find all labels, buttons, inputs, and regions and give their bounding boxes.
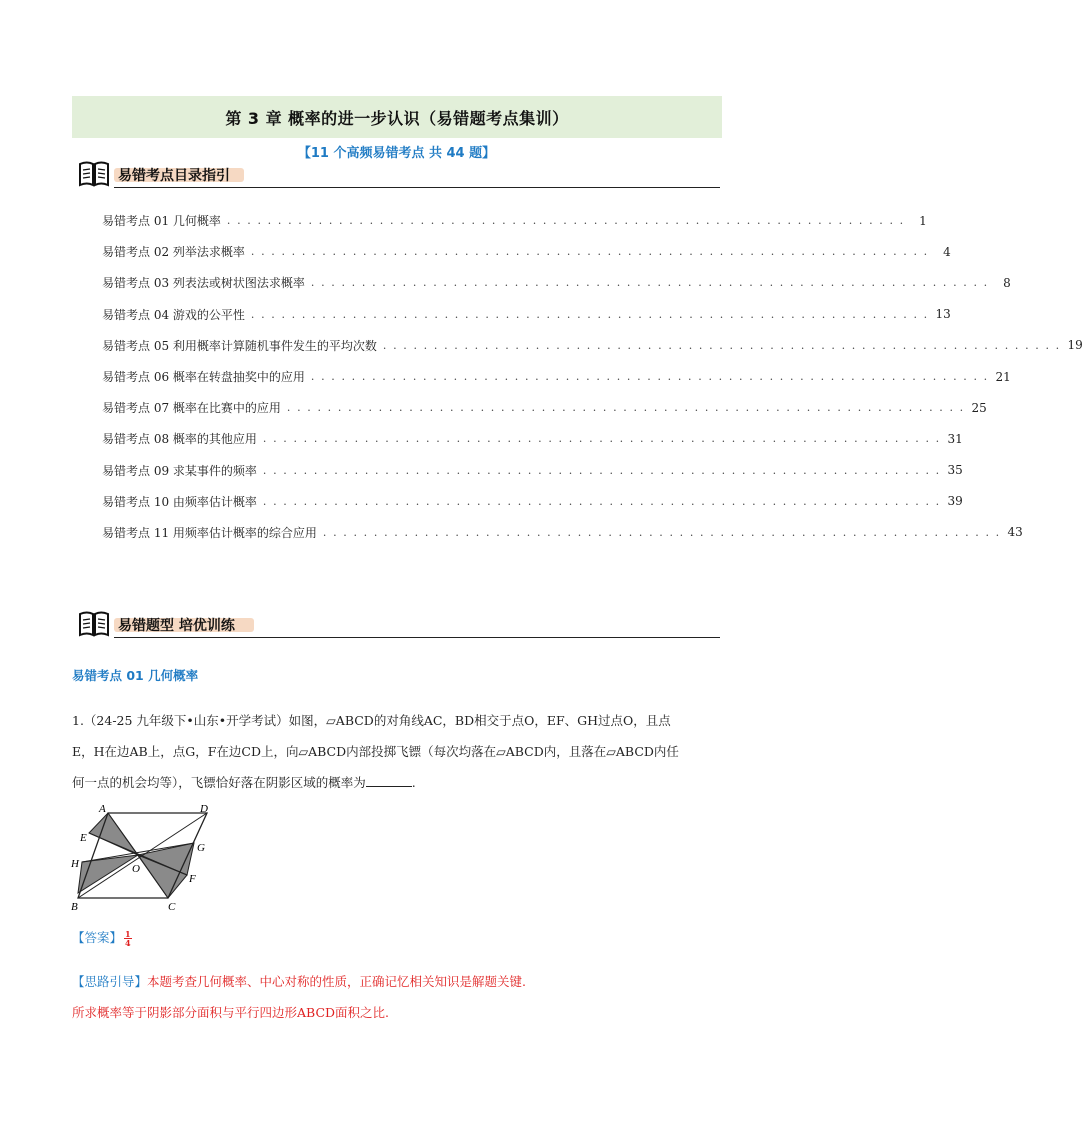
analysis-line: 所求概率等于阴影部分面积与平行四边形ABCD面积之比.: [72, 1005, 390, 1020]
practice-section-header: [78, 610, 720, 640]
toc-leader-dots: . . . . . . . . . . . . . . . . . . . . . . . . . . . . . . . . . . . . . . . . . . . . . . . . . . . . . . . . . . . . . . . . . . .: [286, 401, 965, 415]
toc-entry-label: 易错考点 05 利用概率计算随机事件发生的平均次数: [102, 338, 377, 353]
toc-entry-page: 8: [1003, 275, 1011, 290]
page-title: 第 3 章 概率的进一步认识（易错题考点集训）: [225, 108, 569, 128]
answer-tag: 【答案】: [72, 930, 123, 945]
toc-entry[interactable]: [102, 392, 987, 423]
parallelogram-figure: [66, 800, 216, 915]
toc-entry[interactable]: [102, 455, 963, 486]
point-label-C: C: [168, 901, 176, 913]
page-subtitle: 【11 个高频易错考点 共 44 题】: [297, 146, 496, 161]
toc-leader-dots: . . . . . . . . . . . . . . . . . . . . . . . . . . . . . . . . . . . . . . . . . . . . . . . . . . . . . . . . . . . . . . . . . . .: [250, 245, 929, 259]
question-punct: .: [411, 775, 416, 790]
analysis-tag: 【思路引导】: [72, 974, 148, 989]
fraction-denominator: 4: [125, 938, 131, 948]
answer-line: [72, 928, 132, 947]
toc-entry[interactable]: [102, 517, 1023, 548]
toc-entry-page: 25: [971, 400, 987, 415]
question-line: E，H在边AB上，点G，F在边CD上，向▱ABCD内部投掷飞镖（每次均落在▱ABCD内，且落在▱ABCD内任: [72, 744, 679, 759]
toc-entry-label: 易错考点 04 游戏的公平性: [102, 307, 245, 322]
analysis-line: [72, 966, 722, 997]
point-label-D: D: [200, 803, 208, 815]
question-1: [72, 705, 722, 798]
point-label-E: E: [80, 832, 87, 844]
practice-heading: 易错题型 培优训练: [118, 618, 235, 634]
question-line: [72, 767, 722, 798]
toc-entry[interactable]: [102, 299, 951, 330]
toc-entry-label: 易错考点 02 列举法求概率: [102, 245, 245, 260]
toc-entry-label: 易错考点 09 求某事件的频率: [102, 463, 257, 478]
toc-entry[interactable]: [102, 486, 963, 517]
toc-leader-dots: . . . . . . . . . . . . . . . . . . . . . . . . . . . . . . . . . . . . . . . . . . . . . . . . . . . . . . . . . . . . . . . . . . .: [226, 214, 905, 228]
toc-leader-dots: . . . . . . . . . . . . . . . . . . . . . . . . . . . . . . . . . . . . . . . . . . . . . . . . . . . . . . . . . . . . . . . . . . .: [262, 463, 941, 477]
toc-entry-label: 易错考点 08 概率的其他应用: [102, 432, 257, 447]
toc-entry[interactable]: [102, 236, 951, 267]
toc-entry-page: 43: [1007, 525, 1023, 540]
point-label-O: O: [132, 863, 140, 875]
point-label-H: H: [71, 858, 79, 870]
shaded-triangle: [89, 813, 138, 855]
answer-blank: [366, 772, 412, 787]
toc-entry-page: 1: [919, 213, 927, 228]
point-label-A: A: [99, 803, 106, 815]
toc-entry-page: 39: [947, 494, 963, 509]
table-of-contents: [102, 205, 1083, 548]
toc-entry-page: 35: [947, 463, 963, 478]
toc-entry-label: 易错考点 11 用频率估计概率的综合应用: [102, 525, 317, 540]
toc-entry-label: 易错考点 07 概率在比赛中的应用: [102, 401, 281, 416]
point-label-F: F: [189, 873, 196, 885]
point-label-B: B: [71, 901, 78, 913]
question-line: 1.（24-25 九年级下•山东•开学考试）如图，▱ABCD的对角线AC，BD相交于点O，EF、GH过点O，且点: [72, 713, 671, 728]
toc-entry[interactable]: [102, 361, 1011, 392]
toc-leader-dots: . . . . . . . . . . . . . . . . . . . . . . . . . . . . . . . . . . . . . . . . . . . . . . . . . . . . . . . . . . . . . . . . . . .: [250, 307, 929, 321]
title-bar: [72, 96, 722, 138]
toc-entry-label: 易错考点 01 几何概率: [102, 214, 221, 229]
toc-leader-dots: . . . . . . . . . . . . . . . . . . . . . . . . . . . . . . . . . . . . . . . . . . . . . . . . . . . . . . . . . . . . . . . . . . .: [310, 370, 989, 384]
toc-leader-dots: . . . . . . . . . . . . . . . . . . . . . . . . . . . . . . . . . . . . . . . . . . . . . . . . . . . . . . . . . . . . . . . . . . .: [310, 276, 989, 290]
analysis-text: 本题考查几何概率、中心对称的性质，正确记忆相关知识是解题关键.: [147, 974, 526, 989]
toc-leader-dots: . . . . . . . . . . . . . . . . . . . . . . . . . . . . . . . . . . . . . . . . . . . . . . . . . . . . . . . . . . . . . . . . . . .: [262, 432, 941, 446]
toc-entry-label: 易错考点 03 列表法或树状图法求概率: [102, 276, 305, 291]
toc-entry-label: 易错考点 06 概率在转盘抽奖中的应用: [102, 370, 305, 385]
toc-section-header: [78, 160, 720, 190]
fraction-numerator: 1: [125, 929, 131, 939]
toc-heading: 易错考点目录指引: [118, 168, 230, 184]
toc-leader-dots: . . . . . . . . . . . . . . . . . . . . . . . . . . . . . . . . . . . . . . . . . . . . . . . . . . . . . . . . . . . . . . . . . . .: [322, 525, 1001, 539]
answer-fraction: [124, 930, 132, 947]
toc-leader-dots: . . . . . . . . . . . . . . . . . . . . . . . . . . . . . . . . . . . . . . . . . . . . . . . . . . . . . . . . . . . . . . . . . . .: [382, 338, 1061, 352]
toc-entry-page: 21: [995, 369, 1011, 384]
toc-leader-dots: . . . . . . . . . . . . . . . . . . . . . . . . . . . . . . . . . . . . . . . . . . . . . . . . . . . . . . . . . . . . . . . . . . .: [262, 494, 941, 508]
question-text: 何一点的机会均等），飞镖恰好落在阴影区域的概率为: [72, 775, 366, 790]
point-heading: 易错考点 01 几何概率: [72, 668, 199, 683]
heading-rule: [114, 637, 720, 639]
toc-entry[interactable]: [102, 267, 1011, 298]
toc-entry-page: 13: [935, 307, 951, 322]
heading-rule: [114, 187, 720, 189]
toc-entry-page: 19: [1067, 338, 1083, 353]
toc-entry[interactable]: [102, 423, 963, 454]
toc-entry-label: 易错考点 10 由频率估计概率: [102, 494, 257, 509]
toc-entry-page: 4: [943, 244, 951, 259]
open-book-icon: [78, 160, 110, 188]
toc-entry[interactable]: [102, 205, 927, 236]
analysis-block: [72, 966, 722, 1028]
open-book-icon: [78, 610, 110, 638]
toc-entry[interactable]: [102, 330, 1083, 361]
toc-entry-page: 31: [947, 431, 963, 446]
point-label-G: G: [197, 842, 205, 854]
